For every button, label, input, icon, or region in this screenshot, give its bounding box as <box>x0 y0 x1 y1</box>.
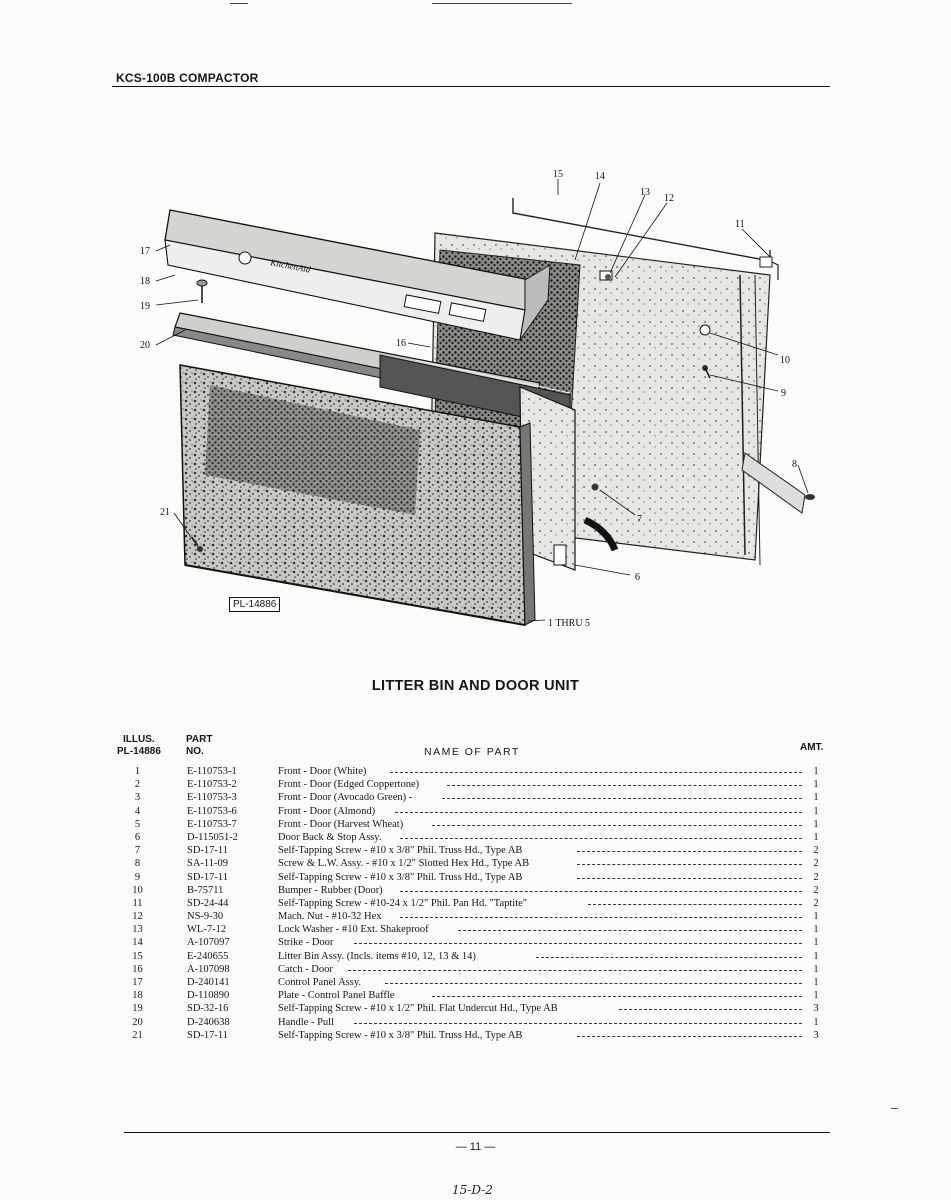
illus-number: 17 <box>132 977 143 988</box>
scan-mark <box>230 3 248 4</box>
washer-nut-12-13 <box>605 274 611 280</box>
screw-7 <box>592 484 599 491</box>
illus-number: 8 <box>134 858 141 870</box>
amount: 1 <box>813 950 819 962</box>
parts-row <box>110 831 830 844</box>
part-name: Front - Door (Almond) <box>278 805 376 817</box>
amount: 1 <box>813 805 819 817</box>
parts-row <box>110 1016 830 1029</box>
column-header-amt: AMT. <box>800 742 824 753</box>
amount: 3 <box>813 1029 819 1041</box>
header-divider <box>112 86 830 87</box>
part-number: A-107097 <box>187 937 230 949</box>
part-name: Screw & L.W. Assy. - #10 x 1/2" Slotted Hex Hd., Type AB <box>278 858 530 870</box>
part-name: Self-Tapping Screw - #10 x 3/8" Phil. Truss Hd., Type AB <box>278 871 523 883</box>
amount: 1 <box>813 977 819 988</box>
screw-19 <box>197 280 207 303</box>
amount: 1 <box>813 779 819 791</box>
amount: 1 <box>813 937 819 949</box>
parts-row <box>110 963 830 976</box>
callout-14: 14 <box>595 171 605 182</box>
leader-line <box>400 917 802 918</box>
handwritten-note: 15-D-2 <box>452 1183 493 1197</box>
part-number: D-240638 <box>187 1016 230 1028</box>
illus-number: 20 <box>132 1016 143 1028</box>
bumper-10 <box>700 325 710 335</box>
leader-line <box>395 812 802 813</box>
parts-list <box>110 765 830 1042</box>
amount: 1 <box>813 911 819 923</box>
illus-number: 5 <box>134 818 141 830</box>
amount: 3 <box>813 1003 819 1015</box>
exploded-view-diagram <box>130 165 830 635</box>
part-number: NS-9-30 <box>187 911 224 923</box>
parts-row <box>110 976 830 989</box>
page-number: — 11 — <box>455 1141 496 1153</box>
parts-row <box>110 805 830 818</box>
scan-mark <box>432 3 572 4</box>
leader-line <box>577 864 802 865</box>
illus-number: 1 <box>134 766 141 777</box>
leader-line <box>619 1009 802 1010</box>
part-number: E-240655 <box>187 950 229 962</box>
illus-number: 7 <box>134 845 141 857</box>
callout-21: 21 <box>160 507 170 518</box>
scan-mark <box>891 1108 898 1109</box>
illus-number: 4 <box>134 805 141 817</box>
callout-13: 13 <box>640 187 650 198</box>
illus-number: 18 <box>132 990 143 1002</box>
callout-10: 10 <box>780 355 790 366</box>
callout-1-thru-5: 1 THRU 5 <box>548 618 591 629</box>
column-header-part: PART <box>186 734 213 745</box>
illus-number: 21 <box>132 1029 143 1041</box>
parts-row <box>110 989 830 1002</box>
parts-row <box>110 884 830 897</box>
part-number: E-110753-6 <box>187 805 237 817</box>
column-header-illus: ILLUS. <box>123 734 155 745</box>
part-name: Front - Door (Avocado Green) - <box>278 792 413 804</box>
amount: 1 <box>813 818 819 830</box>
part-number: SD-17-11 <box>187 1029 229 1041</box>
amount: 2 <box>813 884 819 896</box>
part-name: Door Back & Stop Assy. <box>278 831 382 843</box>
part-number: A-107098 <box>187 963 230 975</box>
part-name: Front - Door (Harvest Wheat) <box>278 818 404 830</box>
parts-row <box>110 791 830 804</box>
illus-number: 9 <box>134 871 141 883</box>
parts-row <box>110 765 830 778</box>
part-number: SD-17-11 <box>187 845 229 857</box>
part-name: Litter Bin Assy. (Incls. items #10, 12, 13 & 14) <box>278 950 476 962</box>
amount: 1 <box>813 963 819 975</box>
callout-11: 11 <box>735 219 745 230</box>
callout-15: 15 <box>553 169 563 180</box>
leader-line <box>577 1036 802 1037</box>
part-number: E-110753-3 <box>187 792 237 804</box>
part-name: Strike - Door <box>278 937 334 949</box>
amount: 1 <box>813 990 819 1002</box>
amount: 1 <box>813 766 819 777</box>
leader-line <box>354 943 802 944</box>
callout-19: 19 <box>140 301 150 312</box>
amount: 2 <box>813 845 819 857</box>
part-name: Catch - Door <box>278 963 333 975</box>
leader-line <box>432 996 802 997</box>
parts-row <box>110 818 830 831</box>
callout-7: 7 <box>637 514 642 525</box>
leader-line <box>385 983 802 984</box>
amount: 1 <box>813 1016 819 1028</box>
parts-row <box>110 778 830 791</box>
part-number: D-115051-2 <box>187 831 238 843</box>
column-header-name: NAME OF PART <box>424 746 520 758</box>
callout-16: 16 <box>396 338 406 349</box>
illus-number: 2 <box>134 779 141 791</box>
illus-number: 15 <box>132 950 143 962</box>
part-name: Handle - Pull <box>278 1016 334 1028</box>
leader-line <box>354 1023 802 1024</box>
part-number: SD-32-16 <box>187 1003 229 1015</box>
callout-6: 6 <box>635 572 640 583</box>
part-number: E-110753-2 <box>187 779 237 791</box>
leader-line <box>447 785 802 786</box>
part-number: E-110753-7 <box>187 818 237 830</box>
illus-number: 3 <box>134 792 141 804</box>
amount: 1 <box>813 831 819 843</box>
footer-divider <box>124 1132 830 1133</box>
panel-brand-text: KitchenAid <box>269 257 312 275</box>
leader-line <box>390 772 802 773</box>
leader-line <box>536 957 802 958</box>
figure-label: PL-14886 <box>229 597 280 612</box>
part-number: E-110753-1 <box>187 766 237 777</box>
column-header-illus-sub: PL-14886 <box>117 746 161 757</box>
parts-row <box>110 923 830 936</box>
column-header-part-sub: NO. <box>186 746 204 757</box>
parts-row <box>110 1029 830 1042</box>
parts-row <box>110 950 830 963</box>
part-number: SA-11-09 <box>187 858 229 870</box>
part-number: D-110890 <box>187 990 230 1002</box>
leader-line <box>400 838 802 839</box>
leader-line <box>432 825 802 826</box>
parts-row <box>110 936 830 949</box>
part-name: Self-Tapping Screw - #10 x 3/8" Phil. Truss Hd., Type AB <box>278 1029 523 1041</box>
illus-number: 11 <box>132 897 143 909</box>
callout-8: 8 <box>792 459 797 470</box>
part-name: Bumper - Rubber (Door) <box>278 884 383 896</box>
parts-row <box>110 857 830 870</box>
leader-line <box>588 904 802 905</box>
amount: 2 <box>813 871 819 883</box>
leader-line <box>400 891 802 892</box>
section-title: LITTER BIN AND DOOR UNIT <box>371 678 580 694</box>
amount: 2 <box>813 858 819 870</box>
illus-number: 19 <box>132 1003 143 1015</box>
amount: 2 <box>813 897 819 909</box>
screw-8 <box>805 494 815 500</box>
part-number: SD-17-11 <box>187 871 229 883</box>
leader-line <box>348 970 802 971</box>
callout-20: 20 <box>140 340 150 351</box>
part-number: D-240141 <box>187 977 230 988</box>
illus-number: 6 <box>134 831 141 843</box>
part-name: Front - Door (White) <box>278 766 367 777</box>
part-name: Plate - Control Panel Baffle <box>278 990 395 1002</box>
illus-number: 12 <box>132 911 143 923</box>
parts-row <box>110 1002 830 1015</box>
leader-line <box>458 930 802 931</box>
callout-9: 9 <box>781 388 786 399</box>
amount: 1 <box>813 924 819 936</box>
parts-row <box>110 844 830 857</box>
part-name: Self-Tapping Screw - #10-24 x 1/2" Phil. Pan Hd. "Taptite" <box>278 897 528 909</box>
leader-line <box>577 878 802 879</box>
part-name: Control Panel Assy. <box>278 977 362 988</box>
leader-line <box>442 798 802 799</box>
illus-number: 10 <box>132 884 143 896</box>
illus-number: 13 <box>132 924 143 936</box>
parts-row <box>110 871 830 884</box>
part-name: Self-Tapping Screw - #10 x 3/8" Phil. Truss Hd., Type AB <box>278 845 523 857</box>
callout-12: 12 <box>664 193 674 204</box>
part-name: Front - Door (Edged Coppertone) <box>278 779 420 791</box>
illus-number: 16 <box>132 963 143 975</box>
part-name: Lock Washer - #10 Ext. Shakeproof <box>278 924 429 936</box>
callout-18: 18 <box>140 276 150 287</box>
part-number: WL-7-12 <box>187 924 227 936</box>
part-name: Mach. Nut - #10-32 Hex <box>278 911 382 923</box>
part-number: B-75711 <box>187 884 224 896</box>
parts-row <box>110 910 830 923</box>
amount: 1 <box>813 792 819 804</box>
control-panel <box>165 210 550 340</box>
illus-number: 14 <box>132 937 143 949</box>
part-name: Self-Tapping Screw - #10 x 1/2" Phil. Flat Undercut Hd., Type AB <box>278 1003 558 1015</box>
callout-17: 17 <box>140 246 150 257</box>
part-number: SD-24-44 <box>187 897 229 909</box>
parts-row <box>110 897 830 910</box>
page-header-title: KCS-100B COMPACTOR <box>116 71 259 85</box>
leader-line <box>577 851 802 852</box>
